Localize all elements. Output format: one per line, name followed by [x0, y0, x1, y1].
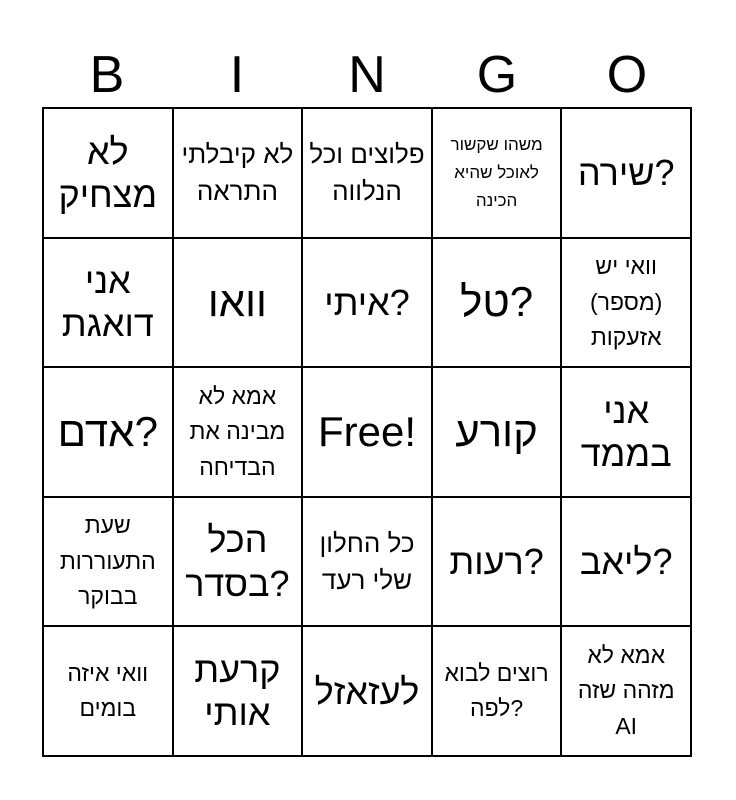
cell-text: וואי איזה בומים	[67, 659, 149, 722]
bingo-cell[interactable]	[44, 498, 174, 628]
bingo-cell[interactable]	[44, 627, 174, 757]
cell-text: וואי יש (מספר) אזעקות	[590, 252, 663, 351]
bingo-cell[interactable]	[433, 498, 563, 628]
bingo-cell[interactable]	[303, 627, 433, 757]
header-letter-i: I	[229, 46, 245, 104]
cell-text: פלוצים וכל הנלווה	[309, 139, 425, 206]
bingo-cell[interactable]	[174, 498, 304, 628]
free-cell[interactable]	[303, 368, 433, 498]
bingo-cell[interactable]	[174, 627, 304, 757]
bingo-cell[interactable]	[433, 627, 563, 757]
cell-text: איתי?	[324, 281, 410, 323]
bingo-cell[interactable]	[562, 109, 692, 239]
cell-text: לא מצחיק	[58, 130, 158, 215]
cell-text: אדם?	[57, 407, 158, 455]
cell-text: טל?	[460, 278, 534, 326]
cell-text: שעת התעוררות בבוקר	[59, 512, 156, 610]
cell-text: קרעת אותי	[194, 649, 281, 734]
cell-text: רעות?	[449, 541, 544, 582]
cell-text: לא קיבלתי התראה	[181, 139, 294, 206]
bingo-cell[interactable]	[562, 368, 692, 498]
bingo-cell[interactable]	[433, 109, 563, 239]
cell-text: הכל בסדר?	[185, 519, 290, 604]
bingo-cell[interactable]	[303, 498, 433, 628]
bingo-cell[interactable]	[562, 498, 692, 628]
header-letter-n: N	[348, 46, 386, 104]
bingo-cell[interactable]	[174, 109, 304, 239]
cell-text: Free!	[317, 407, 416, 455]
header-letter-g: G	[476, 46, 518, 104]
cell-text: אני דואגת	[61, 260, 154, 345]
cell-text: לעזאזל	[314, 670, 420, 712]
header-letter-b: B	[89, 46, 125, 104]
bingo-cell[interactable]	[44, 239, 174, 369]
bingo-cell[interactable]	[433, 368, 563, 498]
cell-text: קורע	[455, 407, 538, 455]
bingo-cell[interactable]	[562, 627, 692, 757]
bingo-cell[interactable]	[562, 239, 692, 369]
header-letter-o: O	[606, 46, 648, 104]
cell-text: אני בממד	[580, 389, 672, 474]
cell-text: משהו שקשור לאוכל שהיא הכינה	[450, 134, 543, 210]
bingo-cell[interactable]	[174, 368, 304, 498]
bingo-board	[42, 107, 692, 757]
bingo-header	[42, 45, 692, 105]
bingo-cell[interactable]	[44, 368, 174, 498]
bingo-cell[interactable]	[174, 239, 304, 369]
bingo-cell[interactable]	[303, 239, 433, 369]
cell-text: אמא לא מבינה את הבדיחה	[189, 382, 286, 480]
cell-text: וואו	[207, 278, 267, 326]
cell-text: ליאב?	[579, 541, 673, 582]
cell-text: כל החלון שלי רעד	[319, 528, 415, 595]
cell-text: אמא לא מזהה שזה AI	[577, 641, 675, 740]
bingo-cell[interactable]	[44, 109, 174, 239]
cell-text: שירה?	[577, 152, 675, 194]
bingo-cell[interactable]	[303, 109, 433, 239]
cell-text: רוצים לבוא לפה?	[444, 659, 549, 722]
bingo-cell[interactable]	[433, 239, 563, 369]
